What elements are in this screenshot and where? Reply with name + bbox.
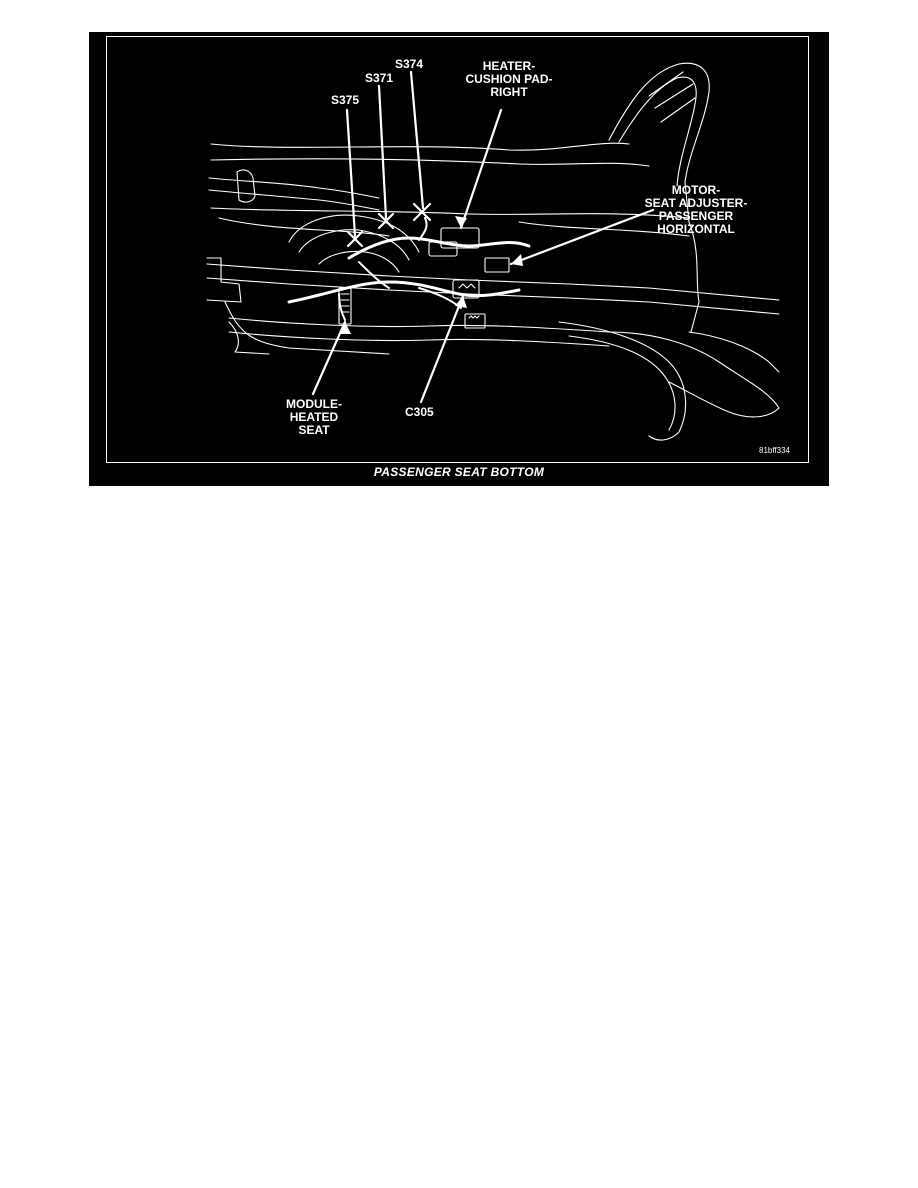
- tube-clamp: [237, 170, 255, 202]
- leader-c305: [421, 296, 463, 402]
- right-track-2: [569, 336, 675, 430]
- leader-s375: [347, 110, 355, 236]
- seat-wiring-diagram: [89, 32, 829, 486]
- figure-code: 81bff334: [759, 446, 790, 455]
- left-bracket-2: [229, 322, 269, 354]
- c305-pins: [459, 284, 475, 288]
- splice-s375-label: S375: [331, 93, 360, 107]
- harness-main: [289, 282, 519, 302]
- cushion-ridge: [219, 218, 689, 236]
- module-ribs: [341, 294, 349, 312]
- lower-frame: [225, 302, 389, 354]
- cushion-top: [211, 143, 629, 150]
- rail-lower: [229, 318, 609, 332]
- arrow-heater: [455, 216, 467, 228]
- right-foot: [609, 332, 779, 417]
- leader-s371: [379, 86, 386, 218]
- seat-illustration: [89, 32, 829, 486]
- figure-caption: PASSENGER SEAT BOTTOM: [373, 465, 545, 479]
- seatback-ribs: [649, 72, 695, 122]
- splice-s374-label: S374: [395, 57, 424, 71]
- arrow-motor: [511, 254, 523, 266]
- connector-c305-label: C305: [405, 405, 434, 419]
- module-heated-seat-label: MODULE- HEATED SEAT: [286, 397, 342, 437]
- leader-heater: [461, 110, 501, 228]
- lower-connector-pins: [469, 316, 479, 318]
- leader-s374: [411, 72, 423, 208]
- harness-to-module: [339, 294, 345, 320]
- motor-connector: [485, 258, 509, 272]
- front-tube-top: [209, 178, 379, 198]
- rail-lower-2: [229, 332, 609, 346]
- cushion-front: [211, 208, 689, 218]
- cushion-top-2: [211, 159, 649, 166]
- motor-seat-adjuster-label: MOTOR- SEAT ADJUSTER- PASSENGER HORIZONTAL: [644, 183, 748, 236]
- seatback-inner: [619, 77, 696, 186]
- heater-cushion-pad-label: HEATER- CUSHION PAD- RIGHT: [465, 59, 553, 99]
- splice-s371-label: S371: [365, 71, 394, 85]
